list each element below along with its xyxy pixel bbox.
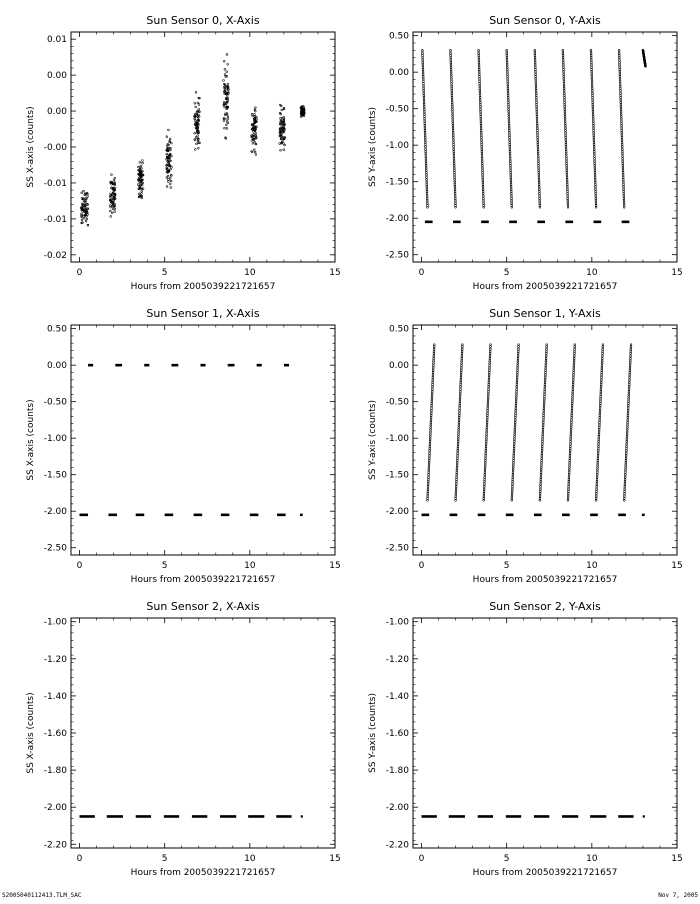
data-point xyxy=(140,165,142,167)
data-segment xyxy=(300,514,303,516)
data-point xyxy=(167,168,169,170)
data-point xyxy=(85,220,87,222)
data-point xyxy=(227,116,229,118)
data-point xyxy=(197,135,199,137)
data-segment xyxy=(594,221,602,224)
y-tick-label: -2.00 xyxy=(385,803,409,814)
data-point xyxy=(141,190,143,192)
data-point xyxy=(623,206,625,208)
data-point xyxy=(113,200,115,202)
data-point xyxy=(170,142,172,144)
y-tick-label: 0.00 xyxy=(46,71,67,82)
data-point xyxy=(427,206,429,208)
data-segment xyxy=(136,815,151,818)
plot-frame xyxy=(71,618,335,848)
x-tick-label: 15 xyxy=(671,561,683,571)
data-segment xyxy=(301,815,303,817)
data-point xyxy=(109,210,111,212)
data-segment xyxy=(618,514,626,517)
y-tick-label: -1.40 xyxy=(385,691,409,702)
y-tick-label: -0.02 xyxy=(43,250,67,261)
data-segment xyxy=(565,221,573,224)
data-point xyxy=(114,205,116,207)
data-point xyxy=(138,166,140,168)
data-point xyxy=(139,161,141,163)
x-tick-label: 5 xyxy=(161,854,168,864)
data-point xyxy=(253,134,255,136)
data-segment xyxy=(250,514,259,517)
data-point xyxy=(254,114,256,116)
data-point xyxy=(109,196,111,198)
data-segment xyxy=(80,815,95,818)
data-point xyxy=(280,127,282,129)
data-point xyxy=(252,142,254,144)
chart-title: Sun Sensor 0, X-Axis xyxy=(146,14,260,27)
data-segment xyxy=(422,514,430,517)
x-tick-label: 10 xyxy=(586,561,598,571)
data-point xyxy=(111,174,113,176)
data-point xyxy=(483,206,485,208)
data-point xyxy=(490,344,492,346)
data-point xyxy=(141,197,143,199)
data-point xyxy=(254,107,256,109)
data-point xyxy=(280,149,282,151)
data-markers xyxy=(421,49,646,223)
data-point xyxy=(110,216,112,218)
data-segment xyxy=(192,815,207,818)
data-segment xyxy=(642,514,645,516)
x-tick-label: 10 xyxy=(244,268,256,278)
data-segment xyxy=(164,815,179,818)
data-point xyxy=(196,143,198,145)
data-point xyxy=(111,183,113,185)
data-point xyxy=(255,143,257,145)
data-point xyxy=(255,154,257,156)
data-point xyxy=(574,344,576,346)
data-segment xyxy=(165,514,174,517)
x-tick-label: 10 xyxy=(586,854,598,864)
y-tick-label: -1.00 xyxy=(43,434,67,445)
data-point xyxy=(167,161,169,163)
data-point xyxy=(226,120,228,122)
data-point xyxy=(283,143,285,145)
y-tick-label: -2.50 xyxy=(385,543,409,554)
data-markers xyxy=(422,815,645,818)
data-point xyxy=(539,206,541,208)
y-axis-label: SS Y-axis (counts) xyxy=(368,400,378,480)
data-point xyxy=(168,179,170,181)
x-tick-label: 0 xyxy=(418,268,425,278)
data-point xyxy=(227,118,229,120)
data-point xyxy=(225,124,227,126)
data-point xyxy=(138,193,140,195)
data-segment xyxy=(257,364,262,367)
data-point xyxy=(194,139,196,141)
x-tick-label: 0 xyxy=(76,561,83,571)
data-segment xyxy=(80,514,89,517)
data-point xyxy=(169,147,171,149)
data-point xyxy=(254,151,256,153)
data-point xyxy=(281,117,283,119)
data-point xyxy=(630,344,632,346)
data-point xyxy=(83,190,85,192)
y-tick-label: -0.00 xyxy=(43,143,67,153)
y-axis-label: SS Y-axis (counts) xyxy=(368,107,378,187)
data-point xyxy=(194,102,196,104)
y-tick-label: -2.50 xyxy=(43,543,67,554)
data-segment xyxy=(115,364,122,367)
data-point xyxy=(226,128,228,130)
data-segment xyxy=(220,815,236,818)
data-point xyxy=(224,127,226,129)
data-segment xyxy=(171,364,178,367)
data-point xyxy=(433,344,435,346)
data-point xyxy=(141,168,143,170)
data-point xyxy=(81,192,83,194)
data-point xyxy=(224,106,226,108)
x-tick-label: 15 xyxy=(671,268,683,278)
plot-frame xyxy=(71,32,335,262)
y-tick-label: -0.50 xyxy=(43,397,67,408)
y-tick-label: -1.80 xyxy=(43,766,67,777)
data-point xyxy=(171,155,173,157)
data-segment xyxy=(622,221,630,224)
data-point xyxy=(199,111,201,113)
chart-title: Sun Sensor 1, X-Axis xyxy=(146,307,260,320)
data-point xyxy=(81,219,83,221)
y-tick-label: -2.00 xyxy=(43,803,67,814)
y-tick-label: 0.01 xyxy=(46,35,67,46)
data-point xyxy=(169,138,171,140)
data-point xyxy=(169,177,171,179)
data-point xyxy=(251,113,253,115)
plot-frame xyxy=(413,618,677,848)
data-segment xyxy=(107,815,123,818)
data-segment xyxy=(453,221,461,224)
data-point xyxy=(224,68,226,70)
y-tick-label: -2.00 xyxy=(385,507,409,518)
data-point xyxy=(114,208,116,210)
data-point xyxy=(602,344,604,346)
y-axis-label: SS Y-axis (counts) xyxy=(368,693,378,773)
y-tick-label: -1.50 xyxy=(385,470,409,481)
data-point xyxy=(114,211,116,213)
data-point xyxy=(112,192,114,194)
chart-title: Sun Sensor 1, Y-Axis xyxy=(489,307,601,320)
y-tick-label: -2.20 xyxy=(43,840,67,851)
data-point xyxy=(567,206,569,208)
y-tick-label: -0.01 xyxy=(43,178,67,189)
y-tick-label: -0.50 xyxy=(385,397,409,408)
data-point xyxy=(87,195,89,197)
data-point xyxy=(168,129,170,131)
data-point xyxy=(281,109,283,111)
x-tick-label: 0 xyxy=(76,854,83,864)
data-point xyxy=(195,121,197,123)
y-tick-label: -1.50 xyxy=(43,470,67,481)
data-segment xyxy=(228,364,235,367)
y-tick-label: -1.50 xyxy=(385,177,409,188)
data-point xyxy=(254,109,256,111)
y-tick-label: -1.00 xyxy=(385,617,409,628)
data-point xyxy=(226,54,228,56)
data-segment xyxy=(276,815,291,818)
data-segment xyxy=(506,815,521,818)
data-point xyxy=(252,131,254,133)
data-point xyxy=(303,115,305,117)
data-point xyxy=(300,116,302,118)
data-markers xyxy=(80,815,303,818)
x-tick-label: 0 xyxy=(418,854,425,864)
data-point xyxy=(254,141,256,143)
data-segment xyxy=(88,364,93,367)
data-point xyxy=(225,113,227,115)
data-point xyxy=(518,344,520,346)
data-segment xyxy=(284,364,289,367)
data-segment xyxy=(425,221,433,224)
data-point xyxy=(194,118,196,120)
data-point xyxy=(137,184,139,186)
data-point xyxy=(83,217,85,219)
data-point xyxy=(195,137,197,139)
data-segment xyxy=(481,221,489,224)
data-point xyxy=(111,212,113,214)
data-point xyxy=(87,208,89,210)
data-point xyxy=(251,139,253,141)
data-segment xyxy=(562,815,578,818)
data-segment xyxy=(537,221,545,224)
data-point xyxy=(167,175,169,177)
y-axis-label: SS X-axis (counts) xyxy=(26,692,36,774)
x-axis-label: Hours from 2005039221721657 xyxy=(130,575,276,585)
chart-title: Sun Sensor 0, Y-Axis xyxy=(489,14,601,27)
y-tick-label: -1.60 xyxy=(43,729,67,739)
chart-panel-3 xyxy=(26,307,341,585)
y-tick-label: 0.50 xyxy=(388,31,409,42)
data-segment xyxy=(534,514,542,517)
y-tick-label: 0.00 xyxy=(388,68,409,79)
data-point xyxy=(511,206,513,208)
data-point xyxy=(169,149,171,151)
x-tick-label: 15 xyxy=(329,268,341,278)
data-point xyxy=(223,80,225,82)
data-segment xyxy=(509,221,517,224)
data-segment xyxy=(643,815,645,817)
data-point xyxy=(251,151,253,153)
data-markers xyxy=(80,364,303,516)
y-axis-label: SS X-axis (counts) xyxy=(26,399,36,481)
data-point xyxy=(225,97,227,99)
y-tick-label: -1.00 xyxy=(385,141,409,152)
chart-panel-4 xyxy=(368,307,683,585)
x-tick-label: 15 xyxy=(329,561,341,571)
data-segment xyxy=(590,514,598,517)
data-point xyxy=(167,181,169,183)
x-tick-label: 15 xyxy=(329,854,341,864)
data-point xyxy=(86,218,88,220)
y-tick-label: 0.00 xyxy=(46,361,67,372)
data-point xyxy=(461,344,463,346)
data-segment xyxy=(277,514,286,517)
data-point xyxy=(114,177,116,179)
plot-frame xyxy=(413,32,677,262)
x-axis-label: Hours from 2005039221721657 xyxy=(130,282,276,292)
footer-date: Nov 7, 2005 xyxy=(658,892,698,899)
data-point xyxy=(546,344,548,346)
data-segment xyxy=(422,815,437,818)
chart-panel-5 xyxy=(26,600,341,878)
data-segment xyxy=(534,815,549,818)
data-point xyxy=(194,113,196,115)
data-point xyxy=(283,120,285,122)
chart-title: Sun Sensor 2, X-Axis xyxy=(146,600,260,613)
data-segment xyxy=(590,815,606,818)
data-segment xyxy=(450,514,458,517)
data-point xyxy=(595,206,597,208)
y-tick-label: -1.80 xyxy=(385,766,409,777)
data-point xyxy=(251,128,253,130)
x-tick-label: 10 xyxy=(244,854,256,864)
plot-frame xyxy=(413,325,677,555)
data-point xyxy=(170,160,172,162)
y-tick-label: -0.50 xyxy=(385,104,409,115)
data-markers xyxy=(80,54,305,227)
y-tick-label: -2.50 xyxy=(385,250,409,261)
chart-title: Sun Sensor 2, Y-Axis xyxy=(489,600,601,613)
data-point xyxy=(223,60,225,62)
data-point xyxy=(170,168,172,170)
data-point xyxy=(166,136,168,138)
data-segment xyxy=(506,514,514,517)
data-point xyxy=(166,158,168,160)
data-point xyxy=(227,93,229,95)
data-point xyxy=(195,106,197,108)
data-point xyxy=(279,104,281,106)
x-tick-label: 5 xyxy=(161,268,168,278)
x-tick-label: 10 xyxy=(244,561,256,571)
y-tick-label: -2.00 xyxy=(385,214,409,225)
y-tick-label: 0.00 xyxy=(388,361,409,372)
data-point xyxy=(194,149,196,151)
x-axis-label: Hours from 2005039221721657 xyxy=(472,868,618,878)
data-point xyxy=(170,174,172,176)
data-point xyxy=(197,102,199,104)
y-tick-label: -1.60 xyxy=(385,729,409,739)
x-tick-label: 5 xyxy=(161,561,168,571)
data-point xyxy=(141,193,143,195)
x-tick-label: 5 xyxy=(503,561,510,571)
plot-frame xyxy=(71,325,335,555)
data-point xyxy=(87,224,89,226)
y-tick-label: -1.20 xyxy=(43,654,67,665)
data-point xyxy=(166,186,168,188)
data-point xyxy=(111,187,113,189)
data-segment xyxy=(108,514,117,517)
data-point xyxy=(142,188,144,190)
data-point xyxy=(114,187,116,189)
chart-panel-1 xyxy=(26,14,341,292)
y-tick-label: -1.20 xyxy=(385,654,409,665)
x-tick-label: 5 xyxy=(503,854,510,864)
y-tick-label: 0.50 xyxy=(46,324,67,335)
y-tick-label: -1.00 xyxy=(43,617,67,628)
data-segment xyxy=(136,514,145,517)
data-point xyxy=(252,115,254,117)
data-point xyxy=(113,179,115,181)
y-tick-label: -0.01 xyxy=(43,214,67,225)
data-point xyxy=(223,120,225,122)
data-segment xyxy=(449,815,465,818)
data-point xyxy=(226,71,228,73)
x-axis-label: Hours from 2005039221721657 xyxy=(472,282,618,292)
y-tick-label: -2.00 xyxy=(43,507,67,518)
data-segment xyxy=(194,514,203,517)
data-point xyxy=(455,206,457,208)
data-segment xyxy=(618,815,633,818)
chart-panel-2 xyxy=(368,14,683,292)
x-tick-label: 5 xyxy=(503,268,510,278)
data-point xyxy=(280,138,282,140)
data-segment xyxy=(200,364,205,367)
data-segment xyxy=(144,364,149,367)
data-point xyxy=(142,160,144,162)
x-axis-label: Hours from 2005039221721657 xyxy=(130,868,276,878)
data-point xyxy=(194,132,196,134)
data-point xyxy=(170,180,172,182)
y-axis-label: SS X-axis (counts) xyxy=(26,106,36,188)
data-point xyxy=(142,182,144,184)
data-point xyxy=(283,149,285,151)
footer-filename: S2005040112413.TLM_SAC xyxy=(2,892,82,899)
data-segment xyxy=(478,514,486,517)
x-axis-label: Hours from 2005039221721657 xyxy=(472,575,618,585)
data-point xyxy=(195,91,197,93)
data-point xyxy=(227,63,229,65)
data-point xyxy=(255,132,257,134)
x-tick-label: 0 xyxy=(76,268,83,278)
data-segment xyxy=(478,815,493,818)
data-point xyxy=(142,162,144,164)
x-tick-label: 0 xyxy=(418,561,425,571)
data-point xyxy=(169,183,171,185)
data-point xyxy=(253,149,255,151)
y-tick-label: -1.40 xyxy=(43,691,67,702)
data-segment xyxy=(562,514,570,517)
chart-panel-6 xyxy=(368,600,683,878)
y-tick-label: -2.20 xyxy=(385,840,409,851)
data-segment xyxy=(221,514,230,517)
data-segment xyxy=(248,815,264,818)
data-point xyxy=(223,101,225,103)
y-tick-label: -1.00 xyxy=(385,434,409,445)
data-point xyxy=(82,210,84,212)
x-tick-label: 15 xyxy=(671,854,683,864)
data-point xyxy=(81,216,83,218)
data-point xyxy=(110,206,112,208)
data-point xyxy=(170,187,172,189)
data-markers xyxy=(422,344,645,516)
data-point xyxy=(198,108,200,110)
data-point xyxy=(82,198,84,200)
data-point xyxy=(227,83,229,85)
data-point xyxy=(166,153,168,155)
data-point xyxy=(166,145,168,147)
y-tick-label: 0.00 xyxy=(46,107,67,118)
data-point xyxy=(197,147,199,149)
x-tick-label: 10 xyxy=(586,268,598,278)
y-tick-label: 0.50 xyxy=(388,324,409,335)
